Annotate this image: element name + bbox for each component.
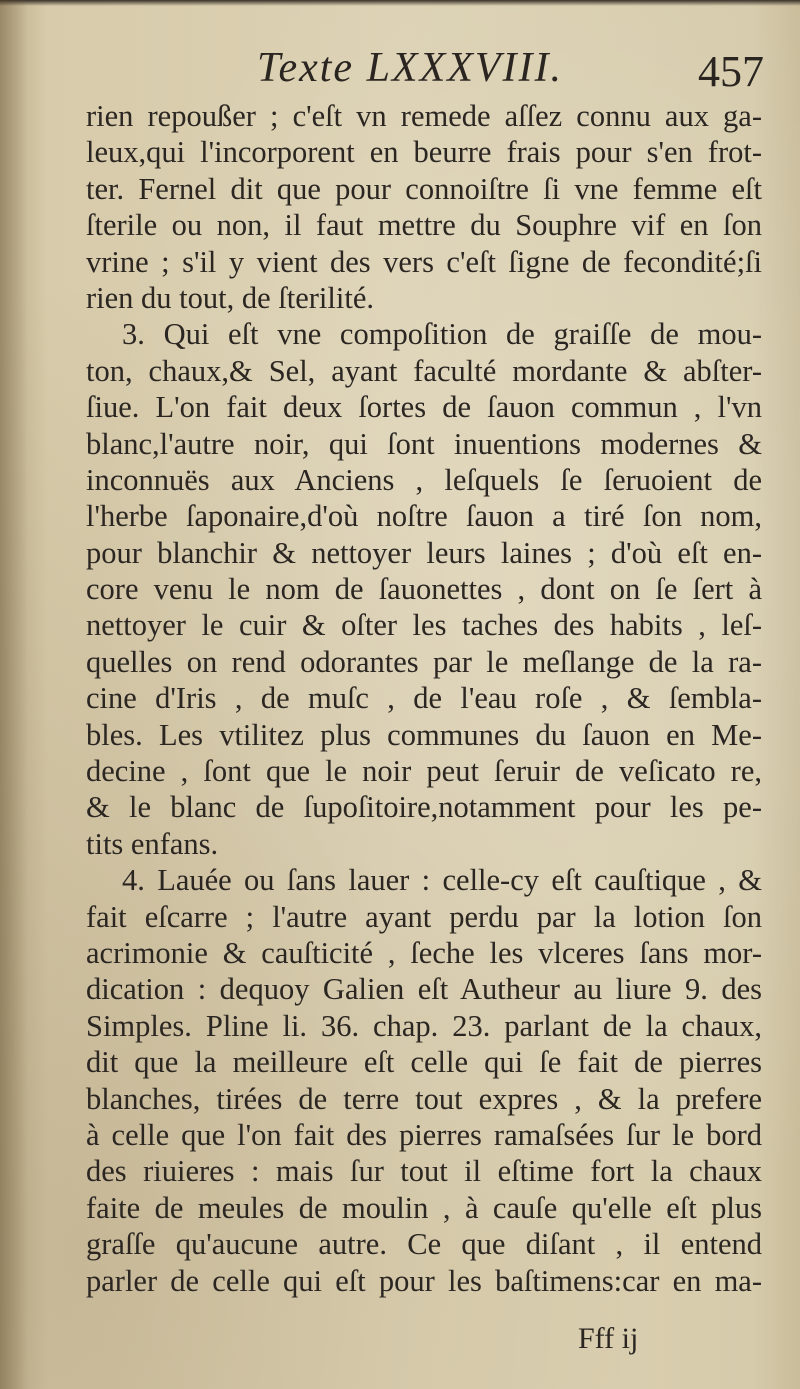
text-line: cine d'Iris , de muſc , de l'eau roſe , & ſembla- bbox=[86, 681, 762, 716]
text-line: fait eſcarre ; l'autre ayant perdu par la lotion ſon bbox=[86, 899, 762, 934]
text-line: tits enfans. bbox=[86, 826, 219, 861]
text-line: vrine ; s'il y vient des vers c'eſt ſigne de fecondité;ſi bbox=[86, 244, 762, 279]
text-line: pour blanchir & nettoyer leurs laines ; d'où eſt en- bbox=[86, 535, 762, 570]
signature-mark: Fff ij bbox=[578, 1322, 639, 1355]
text-line: ſterile ou non, il faut mettre du Souphre vif en ſon bbox=[86, 208, 762, 243]
text-line: graſſe qu'aucune autre. Ce que diſant , il entend bbox=[86, 1227, 762, 1262]
text-line: decine , ſont que le noir peut ſeruir de veſicato re, bbox=[86, 754, 762, 789]
text-line: Simples. Pline li. 36. chap. 23. parlant de la chaux, bbox=[86, 1008, 762, 1043]
text-line: rien du tout, de ſterilité. bbox=[86, 280, 374, 315]
text-line: blanc,l'autre noir, qui ſont inuentions modernes & bbox=[86, 426, 762, 461]
text-line: blanches, tirées de terre tout expres , & la prefere bbox=[86, 1081, 762, 1116]
text-line: nettoyer le cuir & oſter les taches des habits , leſ- bbox=[86, 608, 762, 643]
text-line: à celle que l'on fait des pierres ramaſsées ſur le bord bbox=[86, 1117, 762, 1152]
text-line: ſiue. L'on fait deux ſortes de ſauon commun , l'vn bbox=[86, 390, 762, 425]
text-line: quelles on rend odorantes par le meſlange de la ra- bbox=[86, 644, 762, 679]
text-line: parler de celle qui eſt pour les baſtimens:car en ma- bbox=[86, 1263, 762, 1298]
text-line: & le blanc de ſupoſitoire,notamment pour les pe- bbox=[86, 790, 762, 825]
text-line: dit que la meilleure eſt celle qui ſe fait de pierres bbox=[86, 1045, 762, 1080]
text-line: acrimonie & cauſticité , ſeche les vlceres ſans mor- bbox=[86, 935, 762, 970]
text-line: leux,qui l'incorporent en beurre frais pour s'en frot- bbox=[86, 135, 762, 170]
text-line: 4. Lauée ou ſans lauer : celle-cy eſt cauſtique , & bbox=[122, 863, 762, 898]
text-line: dication : dequoy Galien eſt Autheur au liure 9. des bbox=[86, 972, 762, 1007]
body-text bbox=[86, 98, 762, 1299]
page-top-edge bbox=[0, 0, 800, 6]
text-line: 3. Qui eſt vne compoſition de graiſſe de mou- bbox=[122, 317, 762, 352]
text-line: core venu le nom de ſauonettes , dont on ſe ſert à bbox=[86, 572, 762, 607]
running-title: Texte LXXXVIII. bbox=[256, 45, 564, 91]
text-line: rien repoußer ; c'eſt vn remede aſſez connu aux ga- bbox=[86, 99, 762, 133]
page-footer bbox=[0, 1322, 800, 1362]
page-header bbox=[0, 44, 800, 104]
text-line: bles. Les vtilitez plus communes du ſauon en Me- bbox=[86, 717, 762, 752]
text-line: faite de meules de moulin , à cauſe qu'elle eſt plus bbox=[86, 1190, 762, 1225]
text-line: ton, chaux,& Sel, ayant faculté mordante & abſter- bbox=[86, 353, 762, 388]
spine-shadow bbox=[0, 0, 28, 1389]
text-line: inconnuës aux Anciens , leſquels ſe ſeruoient de bbox=[86, 462, 762, 497]
text-line: ter. Fernel dit que pour connoiſtre ſi vne femme eſt bbox=[86, 171, 762, 206]
text-line: l'herbe ſaponaire,d'où noſtre ſauon a tiré ſon nom, bbox=[86, 499, 762, 534]
text-line: des riuieres : mais ſur tout il eſtime fort la chaux bbox=[86, 1154, 762, 1189]
page-number: 457 bbox=[698, 47, 764, 96]
